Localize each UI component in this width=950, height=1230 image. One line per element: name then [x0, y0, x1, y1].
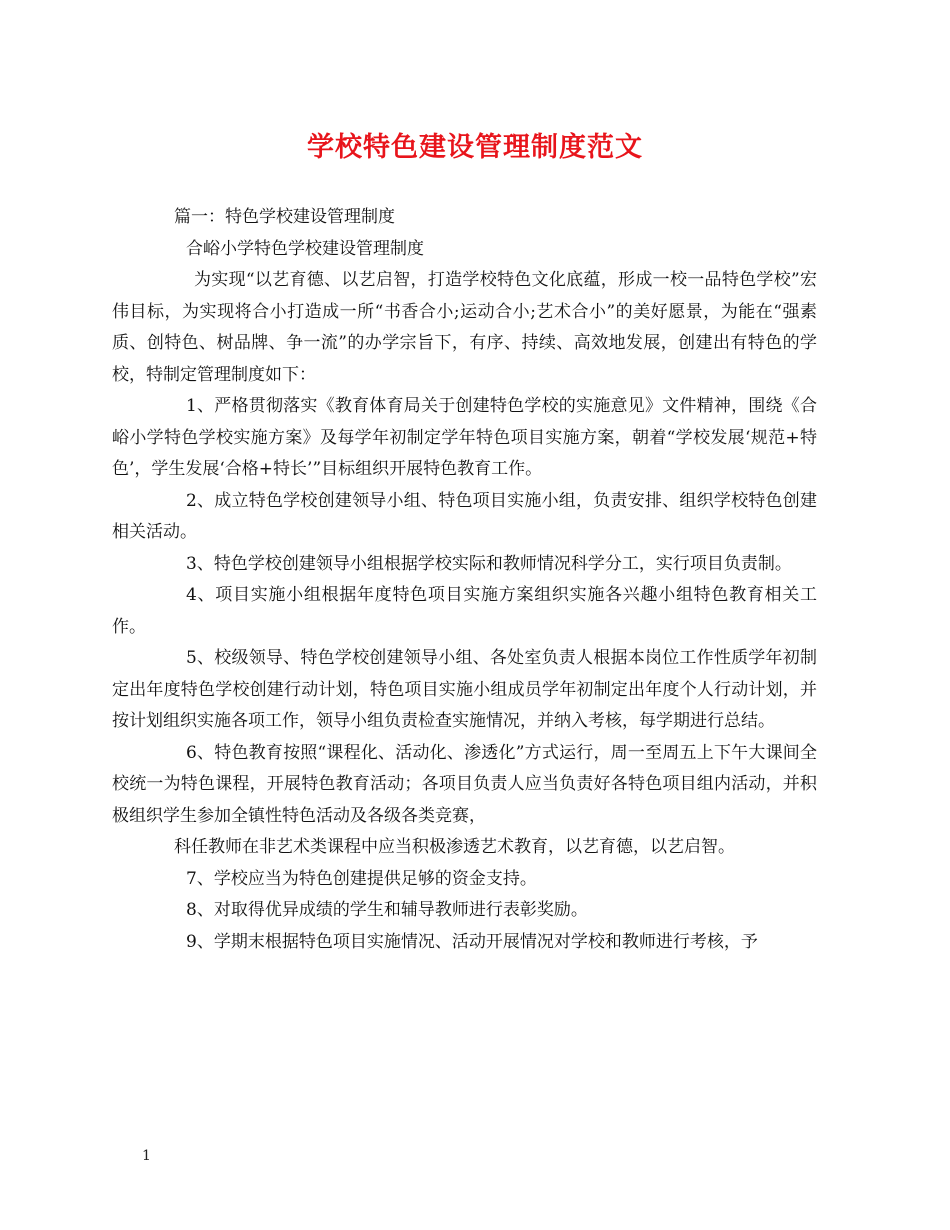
rule-item-8: 8、对取得优异成绩的学生和辅导教师进行表彰奖励。	[186, 900, 588, 920]
rule-item-3: 3、特色学校创建领导小组根据学校实际和教师情况科学分工，实行项目负责制。	[186, 553, 792, 574]
document-title: 学校特色建设管理制度范文	[307, 132, 643, 163]
rule-item-1: 1、严格贯彻落实《教育体育局关于创建特色学校的实施意见》文件精神，围绕《合峪小学特色学校实施方案》及每学年初制定学年特色项目实施方案，朝着“学校发展‘规范+特色’，学生发展‘合格+特长’”目标组织开展特色教育工作。	[112, 396, 817, 479]
rule-item-2: 2、成立特色学校创建领导小组、特色项目实施小组，负责安排、组织学校特色创建相关活动。	[112, 490, 817, 542]
rule-item-6: 6、特色教育按照“课程化、活动化、渗透化”方式运行，周一至周五上下午大课间全校统一为特色课程，开展特色教育活动；各项目负责人应当负责好各特色项目组内活动，并积极组织学生参加全镇性特色活动及各级各类竞赛，	[112, 742, 817, 826]
rule-item-7: 7、学校应当为特色创建提供足够的资金支持。	[186, 868, 537, 889]
document-body	[112, 202, 817, 958]
rule-item-5: 5、校级领导、特色学校创建领导小组、各处室负责人根据本岗位工作性质学年初制定出年度特色学校创建行动计划，特色项目实施小组成员学年初制定出年度个人行动计划，并按计划组织实施各项工作，领导小组负责检查实施情况，并纳入考核，每学期进行总结。	[112, 648, 817, 731]
rule-item-6-continued: 科任教师在非艺术类课程中应当积极渗透艺术教育，以艺育德，以艺启智。	[174, 837, 735, 857]
subsection-heading: 合峪小学特色学校建设管理制度	[186, 238, 424, 259]
section-heading: 篇一：特色学校建设管理制度	[174, 207, 395, 227]
rule-item-9: 9、学期末根据特色项目实施情况、活动开展情况对学校和教师进行考核，予	[186, 931, 758, 952]
rule-item-4: 4、项目实施小组根据年度特色项目实施方案组织实施各兴趣小组特色教育相关工作。	[112, 585, 817, 637]
intro-paragraph: 为实现“以艺育德、以艺启智，打造学校特色文化底蕴，形成一校一品特色学校”宏伟目标，为实现将合小打造成一所“书香合小;运动合小;艺术合小”的美好愿景，为能在“强素质、创特色、树品牌、争一流”的办学宗旨下，有序、持续、高效地发展，创建出有特色的学校，特制定管理制度如下：	[112, 270, 817, 385]
page-number: 1	[142, 1148, 151, 1164]
